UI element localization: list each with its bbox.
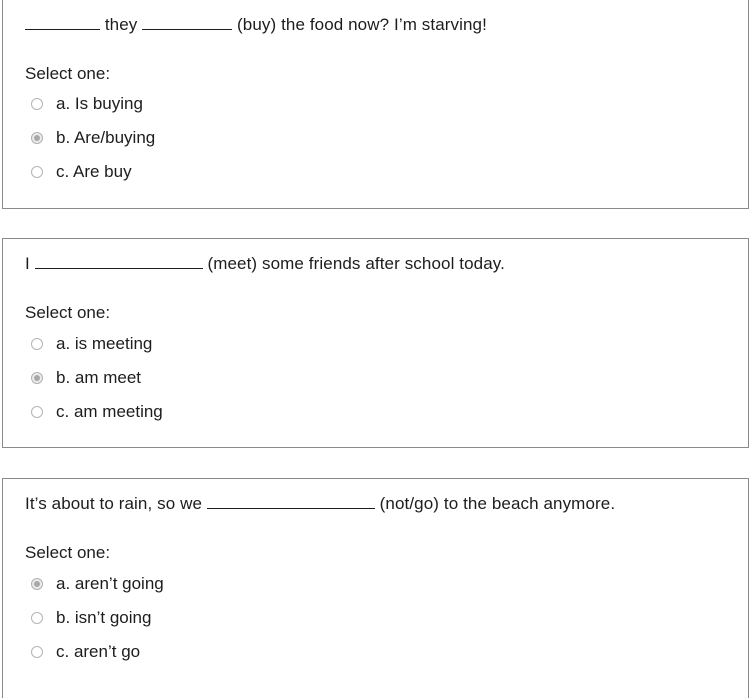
- answer-blank: [35, 267, 203, 269]
- answer-blank: [25, 28, 100, 30]
- radio-button[interactable]: [31, 406, 43, 418]
- option-a[interactable]: [31, 332, 152, 356]
- option-label: c. aren’t go: [56, 642, 141, 661]
- question-card-1: [2, 0, 749, 209]
- question-text: [25, 15, 487, 35]
- question-text-segment: I: [25, 254, 35, 273]
- option-c[interactable]: [31, 640, 140, 664]
- radio-button-selected[interactable]: [31, 578, 43, 590]
- radio-button-selected[interactable]: [31, 132, 43, 144]
- option-label: c. am meeting: [56, 402, 163, 421]
- option-a[interactable]: [31, 572, 164, 596]
- radio-button[interactable]: [31, 98, 43, 110]
- option-label: a. Is buying: [56, 94, 143, 113]
- question-card-2: [2, 238, 749, 448]
- option-c[interactable]: [31, 160, 132, 184]
- option-label: b. am meet: [56, 368, 142, 387]
- question-text-segment: It’s about to rain, so we: [25, 494, 207, 513]
- answer-blank: [207, 507, 375, 509]
- select-one-prompt: Select one:: [25, 543, 111, 562]
- option-a[interactable]: [31, 92, 143, 116]
- radio-button[interactable]: [31, 612, 43, 624]
- select-one-prompt: Select one:: [25, 303, 111, 322]
- question-text-segment: they: [100, 15, 143, 34]
- question-text: [25, 494, 615, 514]
- question-text-segment: (meet) some friends after school today.: [202, 254, 505, 273]
- option-b[interactable]: [31, 126, 155, 150]
- option-label: a. is meeting: [56, 334, 153, 353]
- option-b[interactable]: [31, 606, 151, 630]
- question-text: [25, 254, 505, 274]
- option-label: a. aren’t going: [56, 574, 164, 593]
- option-label: b. Are/buying: [56, 128, 156, 147]
- radio-button[interactable]: [31, 646, 43, 658]
- radio-button[interactable]: [31, 166, 43, 178]
- option-label: b. isn’t going: [56, 608, 152, 627]
- option-b[interactable]: [31, 366, 141, 390]
- answer-blank: [142, 28, 232, 30]
- select-one-prompt: Select one:: [25, 64, 111, 83]
- question-text-segment: (not/go) to the beach anymore.: [374, 494, 616, 513]
- option-label: c. Are buy: [56, 162, 132, 181]
- radio-button-selected[interactable]: [31, 372, 43, 384]
- question-card-3: [2, 478, 749, 698]
- radio-button[interactable]: [31, 338, 43, 350]
- question-text-segment: (buy) the food now? I’m starving!: [232, 15, 487, 34]
- option-c[interactable]: [31, 400, 163, 424]
